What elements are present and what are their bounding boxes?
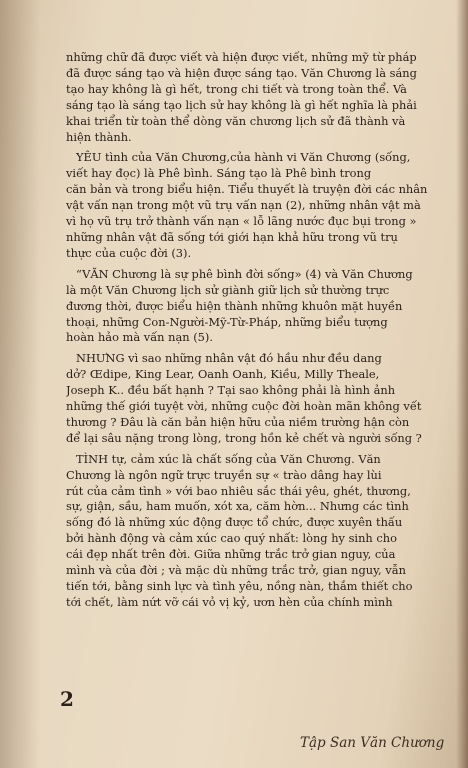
text-line: mình và của đời ; và mặc dù những trắc trở, gian nguy, vẫn: [66, 563, 407, 578]
text-line: những chữ đã được viết và hiện được viết, những mỹ từ pháp: [66, 50, 417, 64]
paragraph-4: [66, 351, 458, 446]
text-line: bởi hành động và cảm xúc cao quý nhất: lòng hy sinh cho: [66, 531, 397, 546]
binding-shadow: [0, 0, 40, 768]
text-line: những nhân vật đã sống tới giới hạn khả hữu trong vũ trụ: [66, 229, 398, 244]
running-footer-title: Tập San Văn Chương: [300, 735, 445, 751]
text-line: thương ? Đâu là căn bản hiện hữu của niềm trường hận còn: [66, 414, 410, 429]
paragraph-3: [66, 267, 458, 347]
paragraph-5: [66, 452, 458, 611]
paragraph-2: [66, 150, 458, 261]
text-line: là một Văn Chương lịch sử giành giữ lịch sử thường trực: [66, 282, 390, 297]
text-line: đã được sáng tạo và hiện được sáng tạo. Văn Chương là sáng: [66, 65, 417, 80]
text-line: Chương là ngôn ngữ trực truyền sự « trào dâng hay lùi: [66, 467, 382, 482]
text-line: hiện thành.: [66, 129, 132, 144]
page-number: 2: [60, 687, 74, 711]
text-line: thoại, những Con-Người-Mỹ-Từ-Pháp, những biểu tượng: [66, 314, 388, 329]
text-line: sống đó là những xúc động được tổ chức, được xuyên thấu: [66, 515, 403, 530]
text-line: vật vấn nạn trong một vũ trụ vấn nạn (2), những nhân vật mà: [66, 198, 421, 213]
text-line: tạo hay không là gì hết, trong chi tiết và trong toàn thể. Và: [66, 81, 407, 96]
text-line: rút của cảm tình » với bao nhiêu sắc thái yêu, ghét, thương,: [66, 483, 411, 498]
text-line: khai triển từ toàn thể dòng văn chương lịch sử đã thành và: [66, 113, 406, 128]
text-line: sự, giận, sầu, ham muốn, xót xa, căm hờn... Nhưng các tình: [66, 499, 409, 514]
text-line: NHƯNG vì sao những nhân vật đó hầu như đều dang: [76, 351, 382, 366]
text-line: tới chết, làm nứt vỡ cái vỏ vị kỷ, ươn hèn của chính mình: [66, 594, 393, 609]
text-line: TÌNH tự, cảm xúc là chất sống của Văn Chương. Văn: [76, 451, 381, 466]
text-line: hoàn hảo mà vấn nạn (5).: [66, 330, 213, 345]
text-line: tiến tới, bằng sinh lực và tình yêu, nồng nàn, thắm thiết cho: [66, 579, 413, 593]
text-line: dở? Œdipe, King Lear, Oanh Oanh, Kiều, Milly Theale,: [66, 367, 380, 382]
text-line: đương thời, được biểu hiện thành những khuôn mặt huyền: [66, 298, 403, 313]
text-line: để lại sâu nặng trong lòng, trong hồn kẻ chết và người sống ?: [66, 430, 422, 445]
text-line: vì họ vũ trụ trở thành vấn nạn « lỗ lãng nước đục bụi trong »: [66, 214, 417, 229]
text-line: Joseph K.. đều bất hạnh ? Tại sao không phải là hình ảnh: [66, 383, 396, 398]
text-line: cái đẹp nhất trên đời. Giữa những trắc trở gian nguy, của: [66, 547, 396, 562]
text-line: “VĂN Chương là sự phê bình đời sống» (4) và Văn Chương: [76, 266, 413, 281]
text-line: căn bản và trong biểu hiện. Tiểu thuyết là truyện đời các nhân: [66, 182, 428, 197]
body-text: [66, 50, 458, 616]
paragraph-1: [66, 50, 458, 145]
text-line: thực của cuộc đời (3).: [66, 245, 192, 260]
text-line: những thế giới tuyệt vời, những cuộc đời hoàn mãn không vết: [66, 399, 422, 414]
text-line: YÊU tình của Văn Chương,của hành vi Văn Chương (sống,: [76, 150, 411, 165]
text-line: sáng tạo là sáng tạo lịch sử hay không là gì hết nghĩa là phải: [66, 97, 417, 112]
text-line: viết hay đọc) là Phê bình. Sáng tạo là Phê bình trong: [66, 166, 372, 181]
